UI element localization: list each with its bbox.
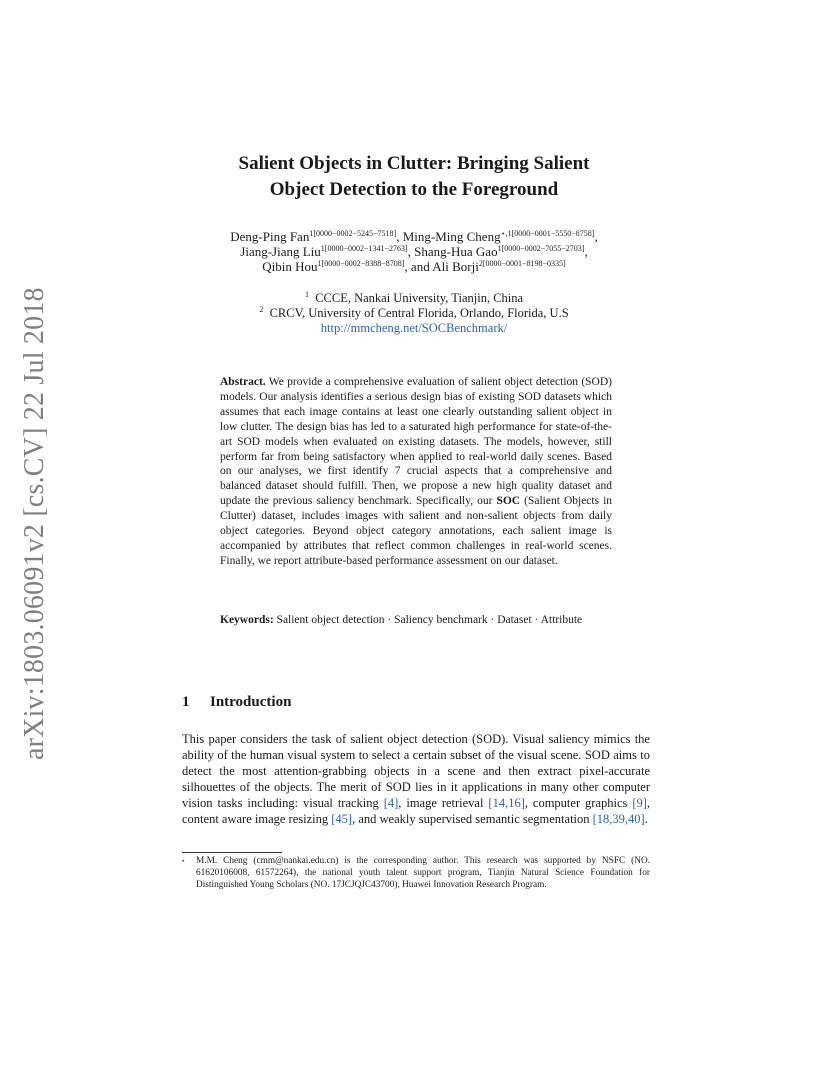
keywords xyxy=(220,613,612,628)
author-orcid: [0000−0001−8198−0335] xyxy=(482,259,566,268)
section-number: 1 xyxy=(182,694,190,710)
affiliation-2 xyxy=(0,306,828,321)
abstract-label: Abstract. xyxy=(220,376,266,388)
author-sup: 2 xyxy=(478,259,483,268)
intro-text: This paper considers the task of salient object detection (SOD). Visual saliency mimics the ability of the human visual system to select a certain subset of the visual scene. SOD aims to detect the most attention-grabbing objects in a scene and then extract pixel-accurate silhouettes of the objects. The merit of SOD lies in it applications in many other computer vision tasks including: visual tracking xyxy=(182,732,650,810)
abstract-soc: SOC xyxy=(496,495,521,508)
author-sup: ⋆,1 xyxy=(500,229,512,238)
intro-text: , content aware image resizing xyxy=(182,796,651,826)
citation-link[interactable]: [14,16] xyxy=(488,796,525,810)
affiliation-text: CRCV, University of Central Florida, Orlando, Florida, U.S xyxy=(269,306,569,320)
abstract xyxy=(220,375,612,569)
author-line-2 xyxy=(0,244,828,259)
footnote xyxy=(181,856,650,891)
citation-link[interactable]: [45] xyxy=(331,812,353,826)
intro-text: , computer graphics xyxy=(524,796,628,810)
affiliation-1 xyxy=(0,291,828,306)
author-name: , and Ali Borji xyxy=(404,259,479,274)
author-orcid: [0000−0002−5245−7518] xyxy=(313,229,397,238)
author-sup: 1 xyxy=(320,244,325,253)
author-orcid: [0000−0002−8388−8708] xyxy=(321,259,405,268)
author-name: , Ming-Ming Cheng xyxy=(396,229,501,244)
footnote-rule xyxy=(182,852,282,853)
author-orcid: [0000−0001−5550−8758] xyxy=(511,229,595,238)
author-orcid: [0000−0002−7055−2703] xyxy=(501,244,585,253)
abstract-text: (Salient Objects in Clutter) dataset, includes images with salient and non-salient objects from daily object categories. Beyond object category annotations, each salient image is accompanied by attributes that reflect common challenges in real-world scenes. Finally, we report attribute-based performance assessment on our dataset. xyxy=(220,495,613,567)
footnote-marker: ⋆ xyxy=(181,857,186,865)
footnote-text: M.M. Cheng (cmm@nankai.edu.cn) is the corresponding author. This research was supported by NSFC (NO. 61620106008, 61572264), the national youth talent support program, Tianjin Natural Science Foundation for Distinguished Young Scholars (NO. 17JCJQJC43700), Huawei Innovation Research Program. xyxy=(196,856,650,890)
arxiv-stamp-text: arXiv:1803.06091v2 [cs.CV] 22 Jul 2018 xyxy=(19,287,50,760)
affiliation-number: 2 xyxy=(259,305,264,314)
author-name: , Shang-Hua Gao xyxy=(407,244,498,259)
title-line-2: Object Detection to the Foreground xyxy=(269,179,559,200)
abstract-text: We provide a comprehensive evaluation of salient object detection (SOD) models. Our analysis identifies a serious design bias of existing SOD datasets which assumes that each image contains at least one clearly outstanding salient object in low clutter. The design bias has led to a saturated high performance for state-of-the-art SOD models when evaluated on existing datasets. The models, however, still perform far from being satisfactory when applied to real-world daily scenes. Based on our analyses, we first identify 7 crucial aspects that a comprehensive and balanced dataset should fulfill. Then, we propose a new high quality dataset and update the previous saliency benchmark. Specifically, our xyxy=(220,376,612,508)
section-heading xyxy=(182,694,291,711)
author-separator: , xyxy=(594,229,598,244)
intro-paragraph xyxy=(182,731,650,827)
author-separator: , xyxy=(584,244,588,259)
keywords-text: Salient object detection · Saliency benchmark · Dataset · Attribute xyxy=(276,614,583,626)
intro-text: , and weakly supervised semantic segmentation xyxy=(352,812,590,826)
author-line-3 xyxy=(0,259,828,274)
author-sup: 1 xyxy=(317,259,322,268)
author-list xyxy=(0,229,828,274)
author-name: Qibin Hou xyxy=(262,259,318,274)
affiliations xyxy=(0,291,828,336)
author-line-1 xyxy=(0,229,828,244)
author-name: Jiang-Jiang Liu xyxy=(240,244,321,259)
section-title: Introduction xyxy=(210,694,292,710)
keywords-label: Keywords: xyxy=(220,614,274,626)
citation-link[interactable]: [18,39,40] xyxy=(592,812,645,826)
citation-link[interactable]: [4] xyxy=(383,796,399,810)
benchmark-link[interactable]: http://mmcheng.net/SOCBenchmark/ xyxy=(320,321,508,335)
intro-text: . xyxy=(644,812,648,826)
author-sup: 1 xyxy=(497,244,502,253)
author-orcid: [0000−0002−1341−2763] xyxy=(324,244,408,253)
intro-text: , image retrieval xyxy=(398,796,484,810)
author-name: Deng-Ping Fan xyxy=(230,229,310,244)
author-sup: 1 xyxy=(309,229,314,238)
citation-link[interactable]: [9] xyxy=(632,796,647,810)
arxiv-stamp xyxy=(15,287,55,760)
affiliation-number: 1 xyxy=(304,290,309,299)
title-line-1: Salient Objects in Clutter: Bringing Salient xyxy=(238,153,590,174)
affiliation-text: CCCE, Nankai University, Tianjin, China xyxy=(315,291,524,305)
paper-title xyxy=(0,151,828,203)
benchmark-url[interactable] xyxy=(0,321,828,336)
